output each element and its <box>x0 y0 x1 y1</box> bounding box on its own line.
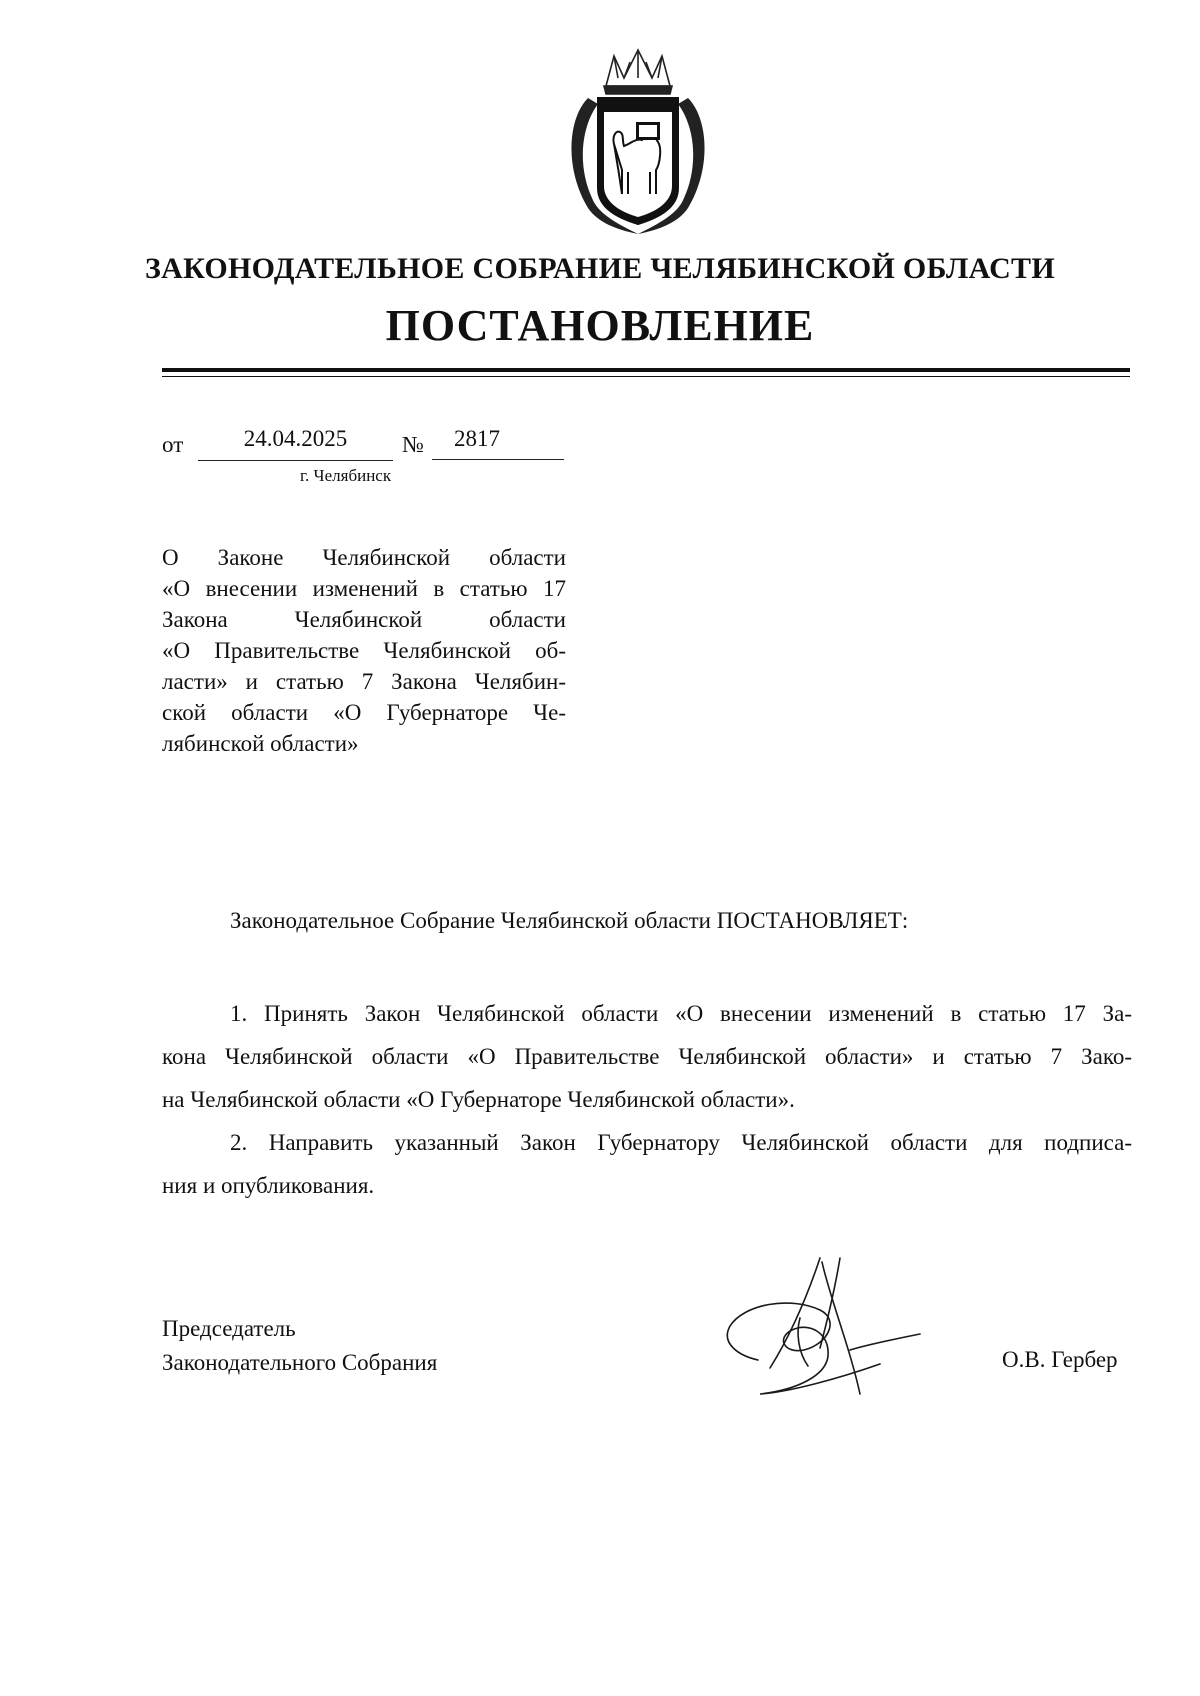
subject-line: ласти» и статью 7 Закона Челябин- <box>162 669 566 694</box>
paragraph-line: на Челябинской области «О Губернаторе Челябинской области». <box>162 1087 795 1112</box>
subject-line: лябинской области» <box>162 731 359 756</box>
header-divider-thin <box>162 376 1130 377</box>
document-type-heading: ПОСТАНОВЛЕНИЕ <box>385 301 815 350</box>
paragraph-line: 2. Направить указанный Закон Губернатору Челябинской области для подписа- <box>230 1130 1132 1155</box>
number-prefix: № <box>402 432 424 457</box>
paragraph-line: кона Челябинской области «О Правительстве Челябинской области» и статью 7 Зако- <box>162 1044 1132 1069</box>
subject-line: «О Правительстве Челябинской об- <box>162 638 566 663</box>
organization-title: ЗАКОНОДАТЕЛЬНОЕ СОБРАНИЕ ЧЕЛЯБИНСКОЙ ОБЛАСТИ <box>145 252 1055 285</box>
signer-position <box>162 1312 437 1380</box>
document-subject <box>162 542 566 759</box>
document-number: 2817 <box>432 426 564 460</box>
resolution-item-2 <box>162 1121 1132 1207</box>
signer-name: О.В. Гербер <box>1002 1347 1118 1372</box>
date-prefix: от <box>162 432 184 457</box>
signer-position-line: Законодательного Собрания <box>162 1350 438 1375</box>
resolution-item-1 <box>162 992 1132 1121</box>
document-city: г. Челябинск <box>300 466 392 485</box>
paragraph-line: 1. Принять Закон Челябинской области «О внесении изменений в статью 17 За- <box>230 1001 1132 1026</box>
subject-line: О Законе Челябинской области <box>162 545 566 570</box>
document-date: 24.04.2025 <box>198 426 393 461</box>
header-divider-thick <box>162 368 1130 372</box>
resolution-preamble: Законодательное Собрание Челябинской области ПОСТАНОВЛЯЕТ: <box>230 908 909 933</box>
paragraph-line: ния и опубликования. <box>162 1173 375 1198</box>
signer-position-line: Председатель <box>162 1316 296 1341</box>
subject-line: ской области «О Губернаторе Че- <box>162 700 566 725</box>
coat-of-arms-icon <box>558 48 718 238</box>
handwritten-signature-icon <box>700 1248 960 1398</box>
subject-line: Закона Челябинской области <box>162 607 566 632</box>
subject-line: «О внесении изменений в статью 17 <box>162 576 566 601</box>
